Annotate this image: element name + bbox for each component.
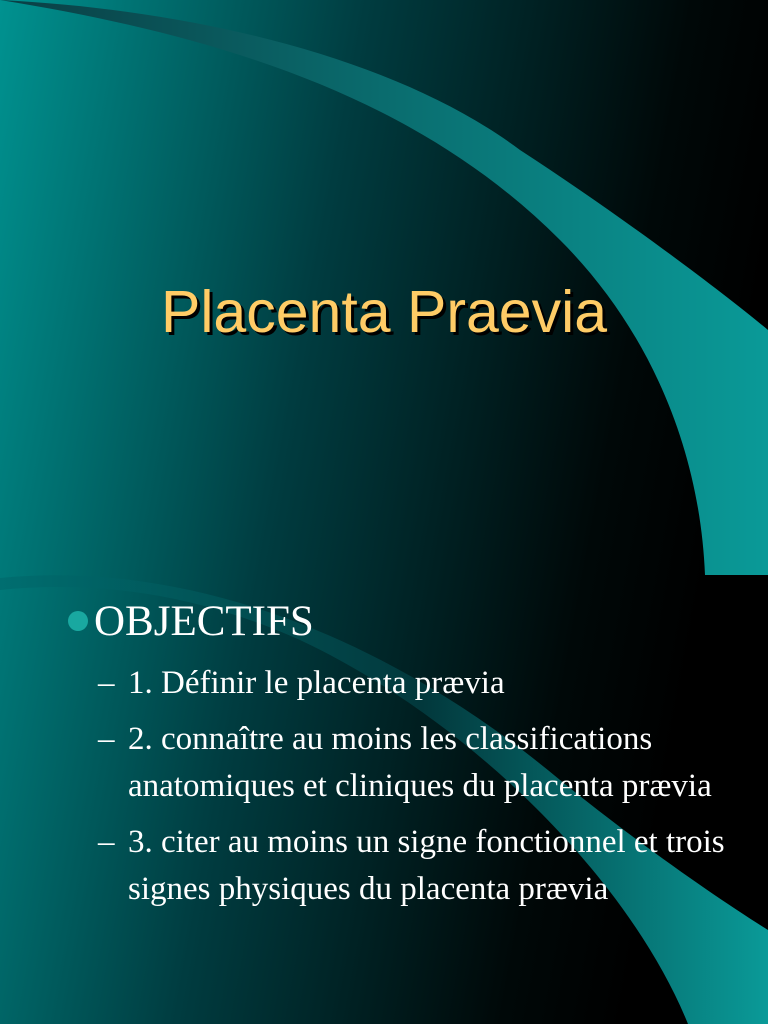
dash-bullet: – <box>98 721 115 757</box>
list-item <box>64 660 744 707</box>
dash-bullet: – <box>98 665 115 701</box>
list-item <box>64 819 744 913</box>
objectives-list <box>64 660 744 913</box>
section-heading: OBJECTIFS <box>94 598 314 645</box>
slide-title: Placenta Praevia <box>160 279 608 345</box>
list-item-text: 3. citer au moins un signe fonctionnel et trois signes physiques du placenta prævia <box>128 824 725 907</box>
bullet-objectifs <box>64 596 744 648</box>
dash-bullet: – <box>98 824 115 860</box>
slide-content <box>64 596 744 922</box>
list-item-text: 2. connaître au moins les classifications anatomiques et cliniques du placenta prævia <box>128 721 712 804</box>
list-item <box>64 716 744 810</box>
circle-bullet-icon <box>68 611 88 631</box>
list-item-text: 1. Définir le placenta prævia <box>128 665 505 701</box>
